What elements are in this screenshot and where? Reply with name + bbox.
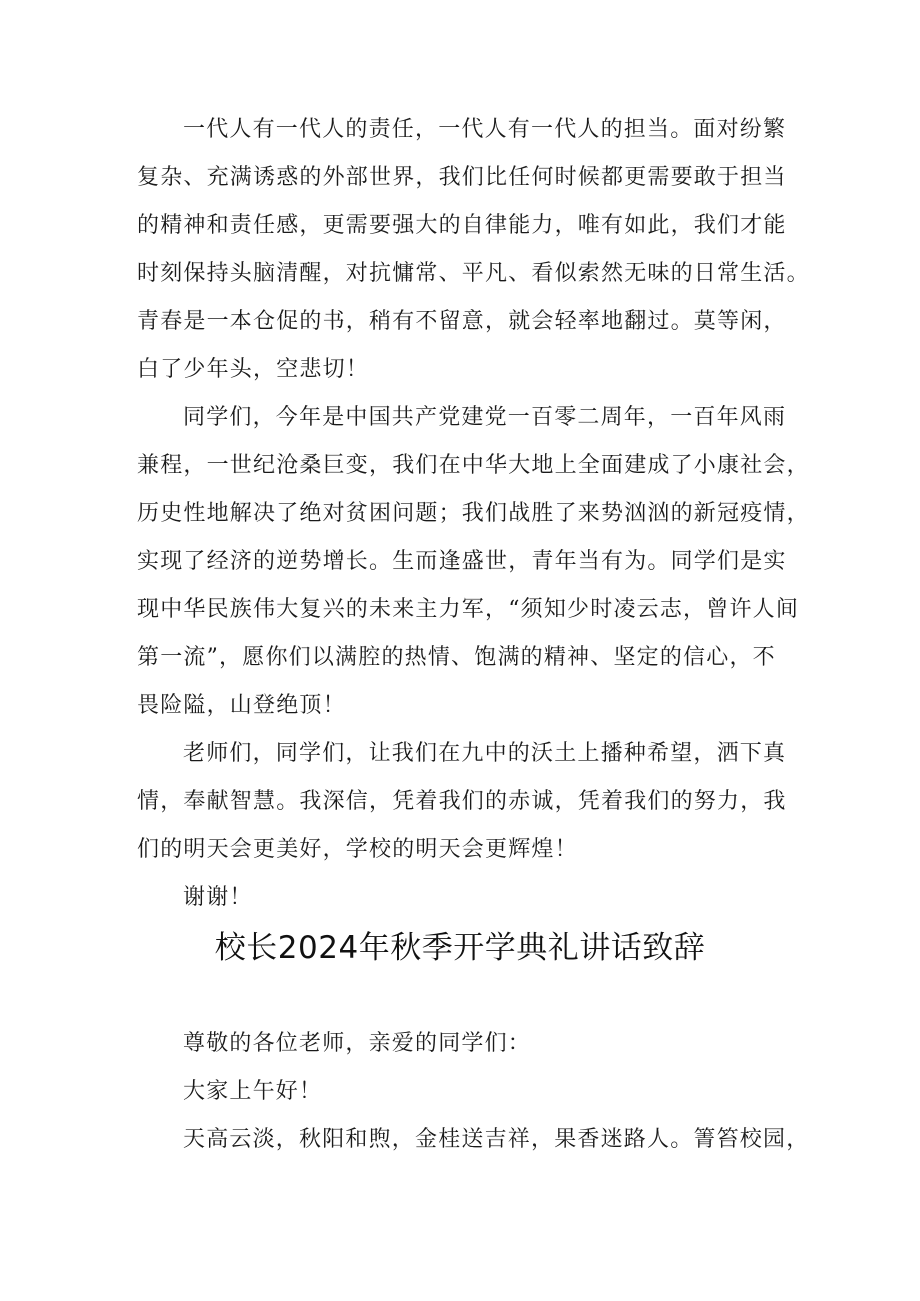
paragraph-line: 兼程，一世纪沧桑巨变，我们在中华大地上全面建成了小康社会， xyxy=(137,453,810,478)
paragraph-line: 天高云淡，秋阳和煦，金桂送吉祥，果香迷路人。箐笞校园， xyxy=(183,1127,810,1152)
paragraph-line: 的精神和责任感，更需要强大的自律能力，唯有如此，我们才能 xyxy=(137,213,787,238)
greeting-line: 大家上午好！ xyxy=(183,1079,323,1104)
paragraph-line: 畏险隘，山登绝顶！ xyxy=(137,693,346,718)
paragraph-line: 实现了经济的逆势增长。生而逢盛世，青年当有为。同学们是实 xyxy=(137,549,787,574)
speech-title: 校长2024年秋季开学典礼讲话致辞 xyxy=(214,930,706,966)
new-speech-body xyxy=(137,1020,810,1164)
paragraph-line: 们的明天会更美好，学校的明天会更辉煌！ xyxy=(137,837,578,862)
paragraph-line: 历史性地解决了绝对贫困问题；我们战胜了来势汹汹的新冠疫情， xyxy=(137,501,810,526)
paragraph-line: 时刻保持头脑清醒，对抗慵常、平凡、看似索然无味的日常生活。 xyxy=(137,261,810,286)
paragraph-line: 白了少年头，空悲切！ xyxy=(137,357,370,382)
closing-thanks: 谢谢！ xyxy=(183,885,253,910)
paragraph-line: 青春是一本仓促的书，稍有不留意，就会轻率地翻过。莫等闲， xyxy=(137,309,787,334)
previous-speech-body xyxy=(137,106,810,922)
paragraph-line: 一代人有一代人的责任，一代人有一代人的担当。面对纷繁 xyxy=(183,117,787,142)
paragraph-line: 复杂、充满诱惑的外部世界，我们比任何时候都更需要敢于担当 xyxy=(137,165,787,190)
paragraph-line: 第一流”，愿你们以满腔的热情、饱满的精神、坚定的信心，不 xyxy=(137,645,776,670)
paragraph-line: 老师们，同学们，让我们在九中的沃土上播种希望，洒下真 xyxy=(183,741,787,766)
paragraph-line: 情，奉献智慧。我深信，凭着我们的赤诚，凭着我们的努力，我 xyxy=(137,789,787,814)
salutation: 尊敬的各位老师，亲爱的同学们： xyxy=(183,1031,532,1056)
paragraph-line: 同学们，今年是中国共产党建党一百零二周年，一百年风雨 xyxy=(183,405,787,430)
paragraph-line: 现中华民族伟大复兴的未来主力军，“须知少时凌云志，曾许人间 xyxy=(137,597,800,622)
